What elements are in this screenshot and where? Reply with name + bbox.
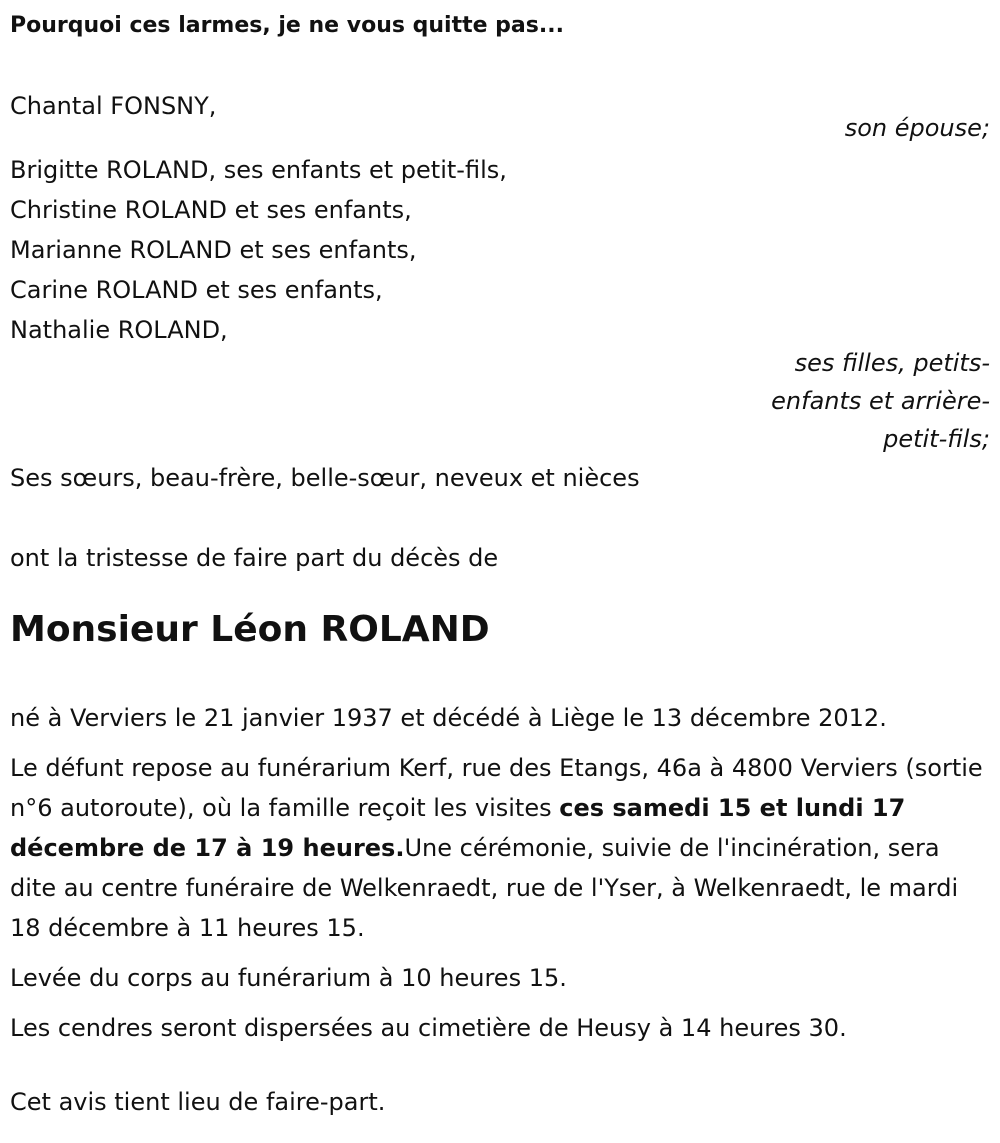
levee-line: Levée du corps au funérarium à 10 heures 15. (10, 964, 567, 992)
spacer (10, 578, 990, 602)
siblings-line: Ses sœurs, beau-frère, belle-sœur, neveux et nièces (10, 464, 640, 492)
spacer (10, 46, 990, 86)
children-list (10, 150, 990, 350)
closing-line: Cet avis tient lieu de faire-part. (10, 1088, 386, 1116)
child-line: Christine ROLAND et ses enfants, (10, 196, 412, 224)
children-role (750, 344, 990, 458)
deceased-name: Monsieur Léon ROLAND (10, 609, 490, 650)
child-line: Brigitte ROLAND, ses enfants et petit-fils, (10, 156, 507, 184)
spacer (10, 658, 990, 698)
spouse-name: Chantal FONSNY, (10, 92, 217, 120)
children-role-line: ses filles, petits- (794, 349, 990, 377)
children-role-line: petit-fils; (883, 425, 990, 453)
visiting-hours: ces samedi 15 et lundi 17 décembre de 17 à 19 heures. (10, 794, 906, 862)
spacer (10, 1058, 990, 1082)
birth-death-line: né à Verviers le 21 janvier 1937 et décédé à Liège le 13 décembre 2012. (10, 704, 887, 732)
children-role-line: enfants et arrière- (771, 387, 990, 415)
obituary-notice (10, 6, 990, 1122)
child-line: Nathalie ROLAND, (10, 316, 228, 344)
ashes-line: Les cendres seront dispersées au cimetière de Heusy à 14 heures 30. (10, 1014, 847, 1042)
child-line: Marianne ROLAND et ses enfants, (10, 236, 417, 264)
child-line: Carine ROLAND et ses enfants, (10, 276, 383, 304)
opening-quote: Pourquoi ces larmes, je ne vous quitte pas... (10, 13, 564, 38)
funeral-text-2: Une cérémonie, suivie de l'incinération, sera dite au centre funéraire de Welkenraedt, rue de l'Yser, à Welkenraedt, le mardi 18 décembre à 11 heures 15. (10, 834, 959, 942)
announcement-line: ont la tristesse de faire part du décès de (10, 544, 499, 572)
funeral-text-1: Le défunt repose au funérarium Kerf, rue des Etangs, 46a à 4800 Verviers (sortie n°6 autoroute), où la famille reçoit les visites (10, 754, 983, 822)
spouse-role: son épouse; (844, 114, 990, 142)
spacer (10, 498, 990, 538)
funeral-paragraph (10, 748, 990, 948)
